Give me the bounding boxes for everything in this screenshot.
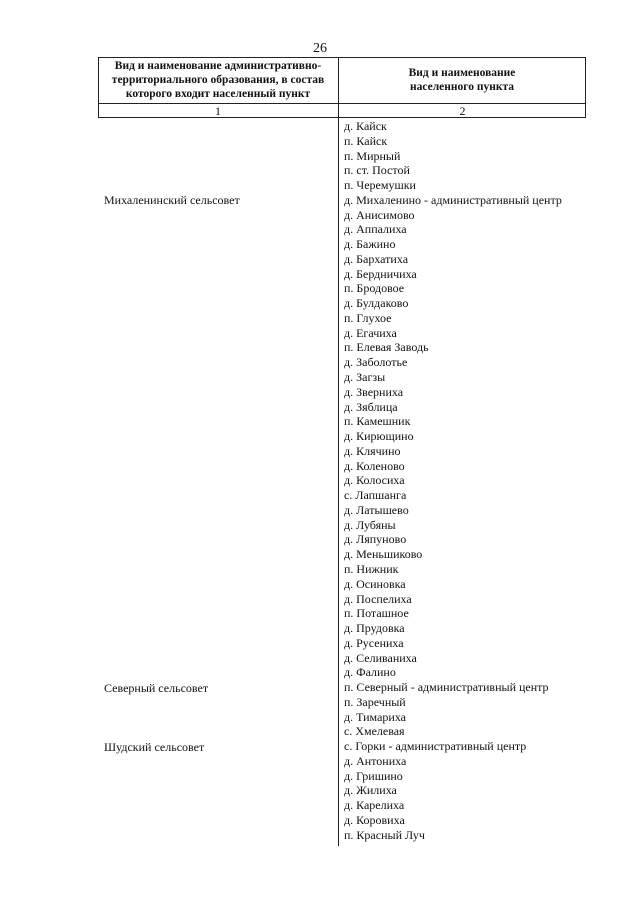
settlement-item: д. Бердничиха xyxy=(344,266,417,281)
settlement-item: п. Кайск xyxy=(344,133,388,148)
settlements-table xyxy=(98,57,586,846)
settlement-item: д. Ляпуново xyxy=(344,532,407,547)
admin-unit-label: Шудский сельсовет xyxy=(104,739,205,754)
header-col2 xyxy=(340,66,584,94)
settlement-item: д. Коленово xyxy=(344,458,405,473)
settlement-item: д. Осиновка xyxy=(344,576,406,591)
header-col2-line: Вид и наименование xyxy=(408,67,516,79)
settlement-item: д. Русениха xyxy=(344,635,404,650)
settlement-item: д. Лубяны xyxy=(344,517,396,532)
settlement-item: д. Латышево xyxy=(344,502,409,517)
header-col1 xyxy=(100,59,336,101)
settlement-item: д. Михаленино - административный центр xyxy=(344,192,562,207)
settlement-item: д. Заболотье xyxy=(344,355,408,370)
settlement-item: д. Бархатиха xyxy=(344,251,409,266)
settlement-column xyxy=(344,119,584,843)
settlement-item: п. Глухое xyxy=(344,310,392,325)
settlement-item: д. Карелиха xyxy=(344,798,405,813)
settlement-item: д. Кирющино xyxy=(344,429,414,444)
page-number: 26 xyxy=(313,41,327,56)
settlement-item: д. Прудовка xyxy=(344,621,405,636)
admin-unit-label: Северный сельсовет xyxy=(104,680,209,695)
settlement-item: д. Селиваниха xyxy=(344,650,417,665)
settlement-item: д. Булдаково xyxy=(344,296,409,311)
header-col1-line: которого входит населенный пункт xyxy=(125,88,311,100)
header-col1-line: Вид и наименование административно- xyxy=(114,60,322,72)
header-col2-line: населенного пункта xyxy=(409,81,514,93)
settlement-item: п. Нижник xyxy=(344,561,399,576)
header-col1-line: территориального образования, в состав xyxy=(111,74,325,86)
settlement-item: д. Зяблица xyxy=(344,399,398,414)
settlement-item: д. Клячино xyxy=(344,443,401,458)
settlement-item: д. Бажино xyxy=(344,237,396,252)
settlement-item: д. Анисимово xyxy=(344,207,415,222)
settlement-item: д. Коровиха xyxy=(344,812,405,827)
settlement-item: д. Егачиха xyxy=(344,325,397,340)
settlement-item: д. Меньшиково xyxy=(344,547,423,562)
settlement-item: п. Елевая Заводь xyxy=(344,340,429,355)
column-number-1: 1 xyxy=(215,104,221,118)
settlement-item: п. ст. Постой xyxy=(344,163,410,178)
settlement-item: п. Заречный xyxy=(344,694,406,709)
settlement-item: д. Зверниха xyxy=(344,384,404,399)
table-top-border xyxy=(98,57,586,58)
settlement-item: д. Антониха xyxy=(344,753,407,768)
settlement-item: д. Загзы xyxy=(344,370,386,385)
settlement-item: д. Аппалиха xyxy=(344,222,407,237)
settlement-item: п. Бродовое xyxy=(344,281,405,296)
settlement-item: д. Жилиха xyxy=(344,783,397,798)
settlement-item: п. Северный - административный центр xyxy=(344,680,549,695)
settlement-item: д. Поспелиха xyxy=(344,591,412,606)
admin-unit-label: Михаленинский сельсовет xyxy=(104,192,240,207)
settlement-item: с. Лапшанга xyxy=(344,488,407,503)
settlement-item: с. Хмелевая xyxy=(344,724,405,739)
column-divider xyxy=(338,57,339,846)
settlement-item: д. Колосиха xyxy=(344,473,405,488)
settlement-item: п. Поташное xyxy=(344,606,409,621)
column-number-2: 2 xyxy=(459,104,466,118)
settlement-item: п. Камешник xyxy=(344,414,411,429)
settlement-item: д. Гришино xyxy=(344,768,403,783)
settlement-item: п. Красный Луч xyxy=(344,827,425,842)
settlement-item: п. Мирный xyxy=(344,148,401,163)
settlement-item: д. Фалино xyxy=(344,665,396,680)
settlement-item: п. Черемушки xyxy=(344,178,416,193)
settlement-item: д. Тимариха xyxy=(344,709,406,724)
settlement-item: д. Кайск xyxy=(344,119,387,133)
settlement-item: с. Горки - административный центр xyxy=(344,739,527,754)
